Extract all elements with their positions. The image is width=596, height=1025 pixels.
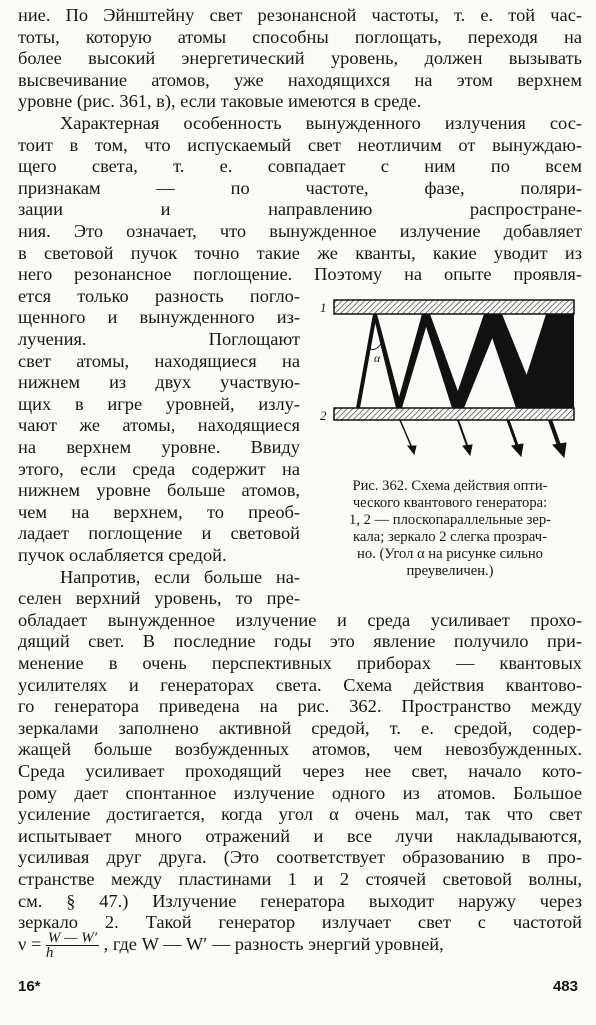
printer-signature: 16* (18, 978, 41, 995)
mirror-1 (334, 300, 574, 314)
formula-line (18, 929, 582, 960)
text-line: щенного и вынужденного из- (18, 307, 300, 328)
laser-diagram (318, 296, 582, 466)
figure-caption-line: преувеличен.) (406, 563, 494, 579)
text-line: зации и направлению распростране- (18, 199, 582, 220)
figure-caption-line: Рис. 362. Схема действия опти- (352, 478, 548, 494)
text-line: свет атомы, находящиеся на (18, 350, 300, 371)
formula-denominator: h (45, 945, 54, 962)
text-line: селен верхний уровень, то пре- (18, 588, 300, 609)
text-line: ется только разность погло- (18, 285, 300, 306)
text-line: дящий свет. В последние годы это явление получило при- (18, 631, 582, 652)
mirror-2 (334, 408, 574, 420)
text-line: усилителях и генераторах света. Схема действия квантово- (18, 674, 582, 695)
text-line: щих в игре уровней, излу- (18, 393, 300, 414)
text-line: более высокий энергетический уровень, должен вызывать (18, 48, 582, 69)
text-line: обладает вынужденное излучение и среда усиливает прохо- (18, 609, 582, 630)
light-beam (356, 314, 574, 408)
text-line: ние. По Эйнштейну свет резонансной частоты, т. е. той час- (18, 5, 582, 25)
formula-rest: , где W — W′ — разность энергий уровней, (103, 933, 444, 954)
text-line: нижнем уровне больше атомов, (18, 480, 300, 501)
text-line: высвечивание атомов, уже находящихся на этом верхнем (18, 69, 582, 90)
page-number: 483 (552, 978, 578, 995)
text-line: ния. Это означает, что вынужденное излучение добавляет (18, 221, 582, 241)
text-line: Напротив, если больше на- (60, 566, 300, 587)
figure-caption-line: но. (Угол α на рисунке сильно (357, 546, 543, 562)
text-line: нижнем из двух участвую- (18, 372, 300, 393)
figure-caption-line: 1, 2 — плоскопараллельные зер- (349, 512, 551, 528)
label-mirror-2: 2 (320, 408, 327, 423)
text-line: зеркало 2. Такой генератор излучает свет с частотой (18, 912, 582, 933)
text-line: на верхнем уровне. Ввиду (18, 437, 300, 457)
figure-caption-line: кала; зеркало 2 слегка прозрач- (353, 529, 547, 545)
text-line: рому дает спонтанное излучение одного из атомов. Большое (18, 782, 582, 803)
label-mirror-1: 1 (320, 300, 327, 315)
text-line: см. § 47.) Излучение генератора выходит наружу через (18, 890, 582, 911)
label-alpha: α (374, 351, 381, 365)
text-line: усиливая друг друга. (Это соответствует образованию в про- (18, 847, 582, 868)
text-line: тоит в том, что испускаемый свет неотличим от вынуждаю- (18, 134, 582, 155)
text-line: зеркалами заполнено активной средой, т. е. средой, содер- (18, 717, 582, 738)
text-line: Характерная особенность вынужденного излучения сос- (60, 113, 582, 133)
text-line: лучения. Поглощают (18, 329, 300, 349)
text-line: него резонансное поглощение. Поэтому на опыте проявля- (18, 264, 582, 285)
text-line: усиление достигается, когда угол α очень мал, так что свет (18, 804, 582, 825)
text-line: ладает поглощение и световой (18, 523, 300, 544)
formula-lhs: ν = (18, 933, 42, 954)
text-line: чают же атомы, находящиеся (18, 415, 300, 436)
text-line: странстве между пластинами 1 и 2 стоячей световой волны, (18, 869, 582, 889)
formula-numerator: W — W′ (47, 930, 98, 947)
text-line: этого, если среда содержит на (18, 458, 300, 479)
text-line: в световой пучок точно такие же кванты, какие уводит из (18, 242, 582, 263)
text-line: испытывает много отражений и все лучи накладываются, (18, 825, 582, 846)
formula-fraction (46, 931, 99, 960)
text-line: чем на верхнем, то преоб- (18, 501, 300, 522)
text-line: жащей больше возбужденных атомов, чем невозбужденных. (18, 739, 582, 760)
text-line: Среда усиливает проходящий через нее свет, начало кото- (18, 761, 582, 781)
text-line: признакам — по частоте, фазе, поляри- (18, 177, 582, 198)
text-line: го генератора приведена на рис. 362. Пространство между (18, 696, 582, 717)
figure-caption-line: ческого квантового генератора: (352, 495, 548, 511)
text-line: менение в очень перспективных приборах — квантовых (18, 653, 582, 673)
text-line: уровне (рис. 361, в), если таковые имеются в среде. (18, 91, 422, 112)
text-line: щего света, т. е. совпадает с ним по всем (18, 156, 582, 177)
text-line: пучок ослабляется средой. (18, 545, 227, 565)
output-rays (400, 420, 566, 457)
text-line: тоты, которую атомы способны поглощать, переходя на (18, 26, 582, 47)
